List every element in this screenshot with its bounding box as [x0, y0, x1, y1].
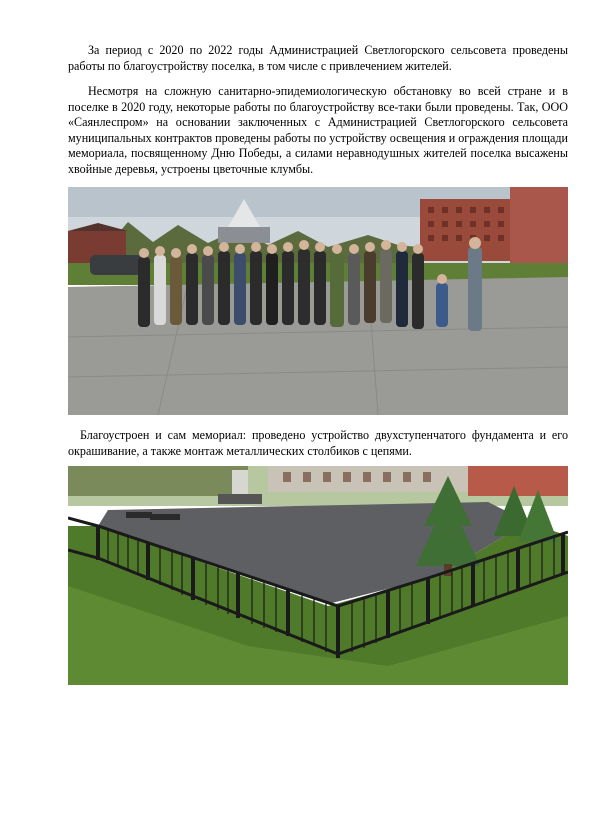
volunteers-scene: [68, 187, 568, 415]
paragraph-memorial: Благоустроен и сам мемориал: проведено устройство двухступенчатого фундамента и его окрашивание, а также монтаж металлических столбиков с цепями.: [68, 428, 568, 458]
photo-memorial-fence: [68, 466, 568, 685]
memorial-scene: [68, 466, 568, 685]
photo-volunteers-group: [68, 187, 568, 415]
paragraph-works: Несмотря на сложную санитарно-эпидемиологическую обстановку во всей стране и в поселке в 2020 году, некоторые работы по благоустройству все-таки были проведены. Так, ООО «Саянлеспром» на основании заключенных с Администрацией Светлогорского сельсовета муниципальных контрактов проведены работы по устройству освещения и ограждения площади мемориала, посвященному Дню Победы, а силами неравнодушных жителей поселка высажены хвойные деревья, устроены цветочные клумбы.: [68, 84, 568, 176]
paragraph-intro: За период с 2020 по 2022 годы Администрацией Светлогорского сельсовета проведены работы по благоустройству поселка, в том числе с привлечением жителей.: [68, 43, 568, 73]
